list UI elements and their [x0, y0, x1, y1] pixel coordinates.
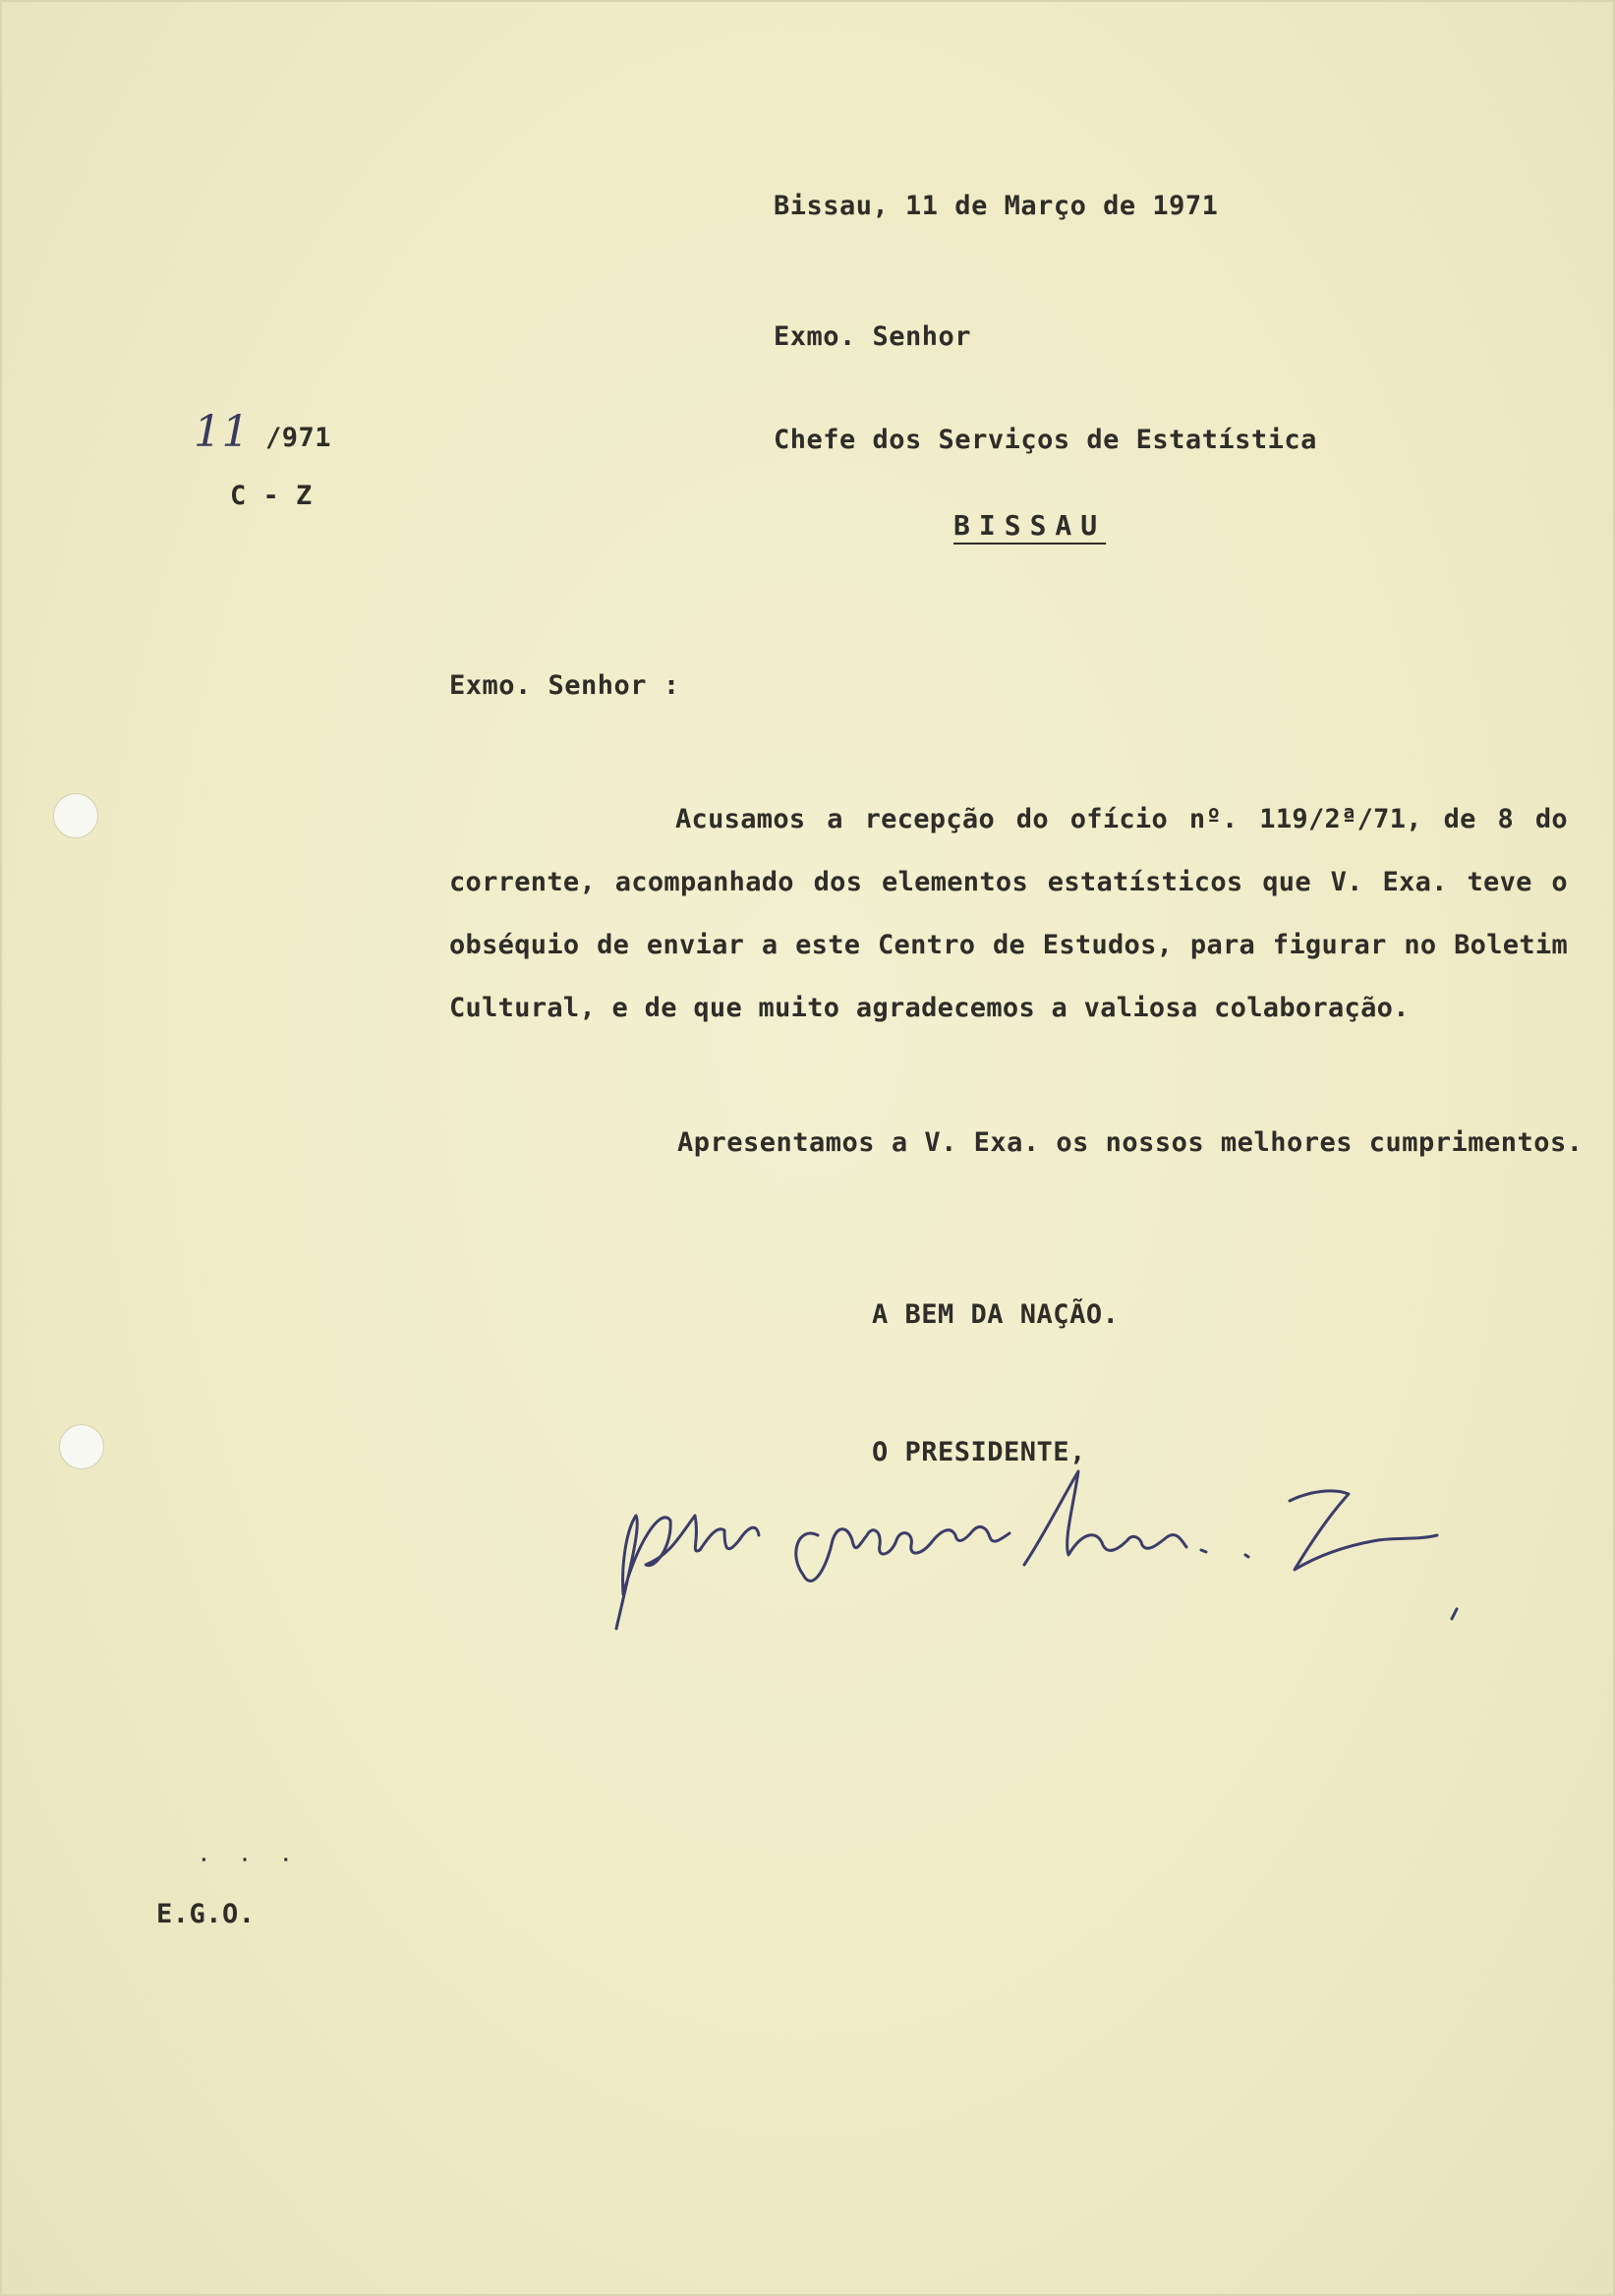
reference-code: C - Z	[230, 481, 313, 511]
reference-handwritten-number: 11	[194, 407, 250, 457]
salutation: Exmo. Senhor :	[449, 670, 680, 701]
punch-hole	[59, 1424, 104, 1469]
recipient-salutation: Exmo. Senhor	[774, 321, 972, 352]
recipient-city: BISSAU	[953, 509, 1107, 542]
handwritten-signature	[602, 1447, 1467, 1643]
motto: A BEM DA NAÇÃO.	[872, 1299, 1120, 1330]
reference-year: /971	[265, 423, 332, 453]
recipient-title: Chefe dos Serviços de Estatística	[774, 425, 1317, 455]
decorative-dots: · · ·	[199, 1850, 302, 1870]
place-date: Bissau, 11 de Março de 1971	[774, 191, 1219, 221]
punch-hole	[53, 793, 98, 838]
signatory-title: O PRESIDENTE,	[872, 1437, 1086, 1467]
closing-line: Apresentamos a V. Exa. os nossos melhores cumprimentos.	[677, 1127, 1584, 1158]
typist-initials: E.G.O.	[156, 1899, 256, 1929]
letter-body: Acusamos a recepção do ofício nº. 119/2ª/71, de 8 do corrente, acompanhado dos elementos estatísticos que V. Exa. teve o obséquio de enviar a este Centro de Estudos, para figurar no Boletim Cultural, e de que muito agradecemos a valiosa colaboração.	[449, 804, 1568, 1023]
